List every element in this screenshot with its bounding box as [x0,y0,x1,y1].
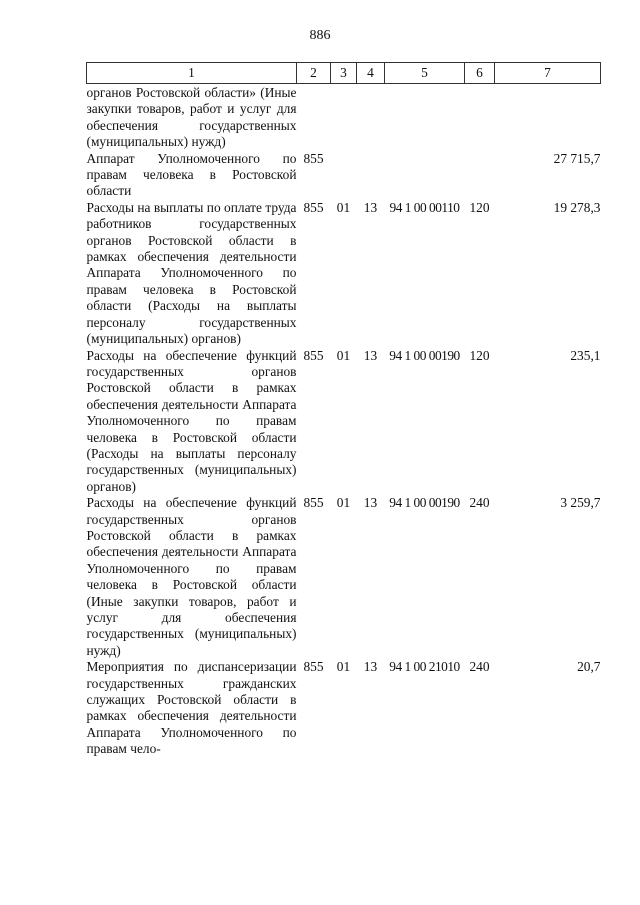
cell-col-7 [495,84,601,151]
cell-col-2: 855 [303,347,324,363]
cell-col-5: 94 1 00 00190 [389,495,460,511]
table-row [87,348,601,496]
cell-col-6: 120 [469,347,490,363]
cell-col-6: 240 [469,495,490,511]
cell-col-6 [465,151,495,200]
cell-col-4 [357,84,385,151]
table-row [87,495,601,659]
cell-col-2: 855 [303,150,324,166]
cell-col-6: 120 [469,199,490,215]
cell-col-3: 01 [336,199,351,215]
cell-col-4: 13 [363,495,378,511]
column-header: 6 [465,63,495,84]
row-description: Расходы на выплаты по оплате труда работников государственных органов Ростовской области в рамках обеспечения деятельности Аппарата Уполномоченного по правам человека в Ростовской области (Расходы на выплаты персоналу государственных (муниципальных) органов) [86,199,297,347]
cell-col-7: 235,1 [570,347,601,363]
table-row [87,200,601,348]
cell-col-5 [385,84,465,151]
cell-col-4: 13 [363,199,378,215]
cell-col-7: 20,7 [577,659,601,675]
cell-col-2: 855 [303,659,324,675]
page-number: 886 [309,28,331,43]
table-row [87,151,601,200]
cell-col-4: 13 [363,347,378,363]
row-description: Расходы на обеспечение функций государственных органов Ростовской области в рамках обеспечения деятельности Аппарата Уполномоченного по правам человека в Ростовской области (Расходы на выплаты персоналу государственных (муниципальных) органов) [86,347,297,494]
column-header: 5 [385,63,465,84]
cell-col-7: 19 278,3 [553,199,601,215]
cell-col-2 [297,84,331,151]
cell-col-3 [331,84,357,151]
cell-col-6: 240 [469,659,490,675]
table-row [87,659,601,757]
budget-table [86,62,601,758]
column-header: 7 [495,63,601,84]
cell-col-7: 3 259,7 [560,495,601,511]
cell-col-3: 01 [336,495,351,511]
cell-col-5: 94 1 00 00190 [389,347,460,363]
cell-col-4: 13 [363,659,378,675]
cell-col-2: 855 [303,199,324,215]
column-header: 1 [87,63,297,84]
row-description: Аппарат Уполномоченного по правам человека в Ростовской области [86,150,297,199]
column-header: 4 [357,63,385,84]
cell-col-4 [357,151,385,200]
cell-col-7: 27 715,7 [553,150,601,166]
cell-col-5 [385,151,465,200]
table-header-row [87,63,601,84]
row-description: Расходы на обеспечение функций государственных органов Ростовской области в рамках обеспечения деятельности Аппарата Уполномоченного по правам человека в Ростовской области (Иные закупки товаров, работ и услуг для обеспечения государственных (муниципальных) нужд) [86,495,297,658]
cell-col-6 [465,84,495,151]
table-row [87,84,601,151]
cell-col-5: 94 1 00 21010 [389,659,460,675]
cell-col-3: 01 [336,347,351,363]
column-header: 2 [297,63,331,84]
row-description: Мероприятия по диспансеризации государственных гражданских служащих Ростовской области в рамках обеспечения деятельности Аппарата Уполномоченного по правам чело- [86,659,297,757]
cell-col-2: 855 [303,495,324,511]
row-description: органов Ростовской области» (Иные закупки товаров, работ и услуг для обеспечения государственных (муниципальных) нужд) [86,85,297,150]
cell-col-3 [331,151,357,200]
column-header: 3 [331,63,357,84]
cell-col-3: 01 [336,659,351,675]
cell-col-5: 94 1 00 00110 [389,199,460,215]
